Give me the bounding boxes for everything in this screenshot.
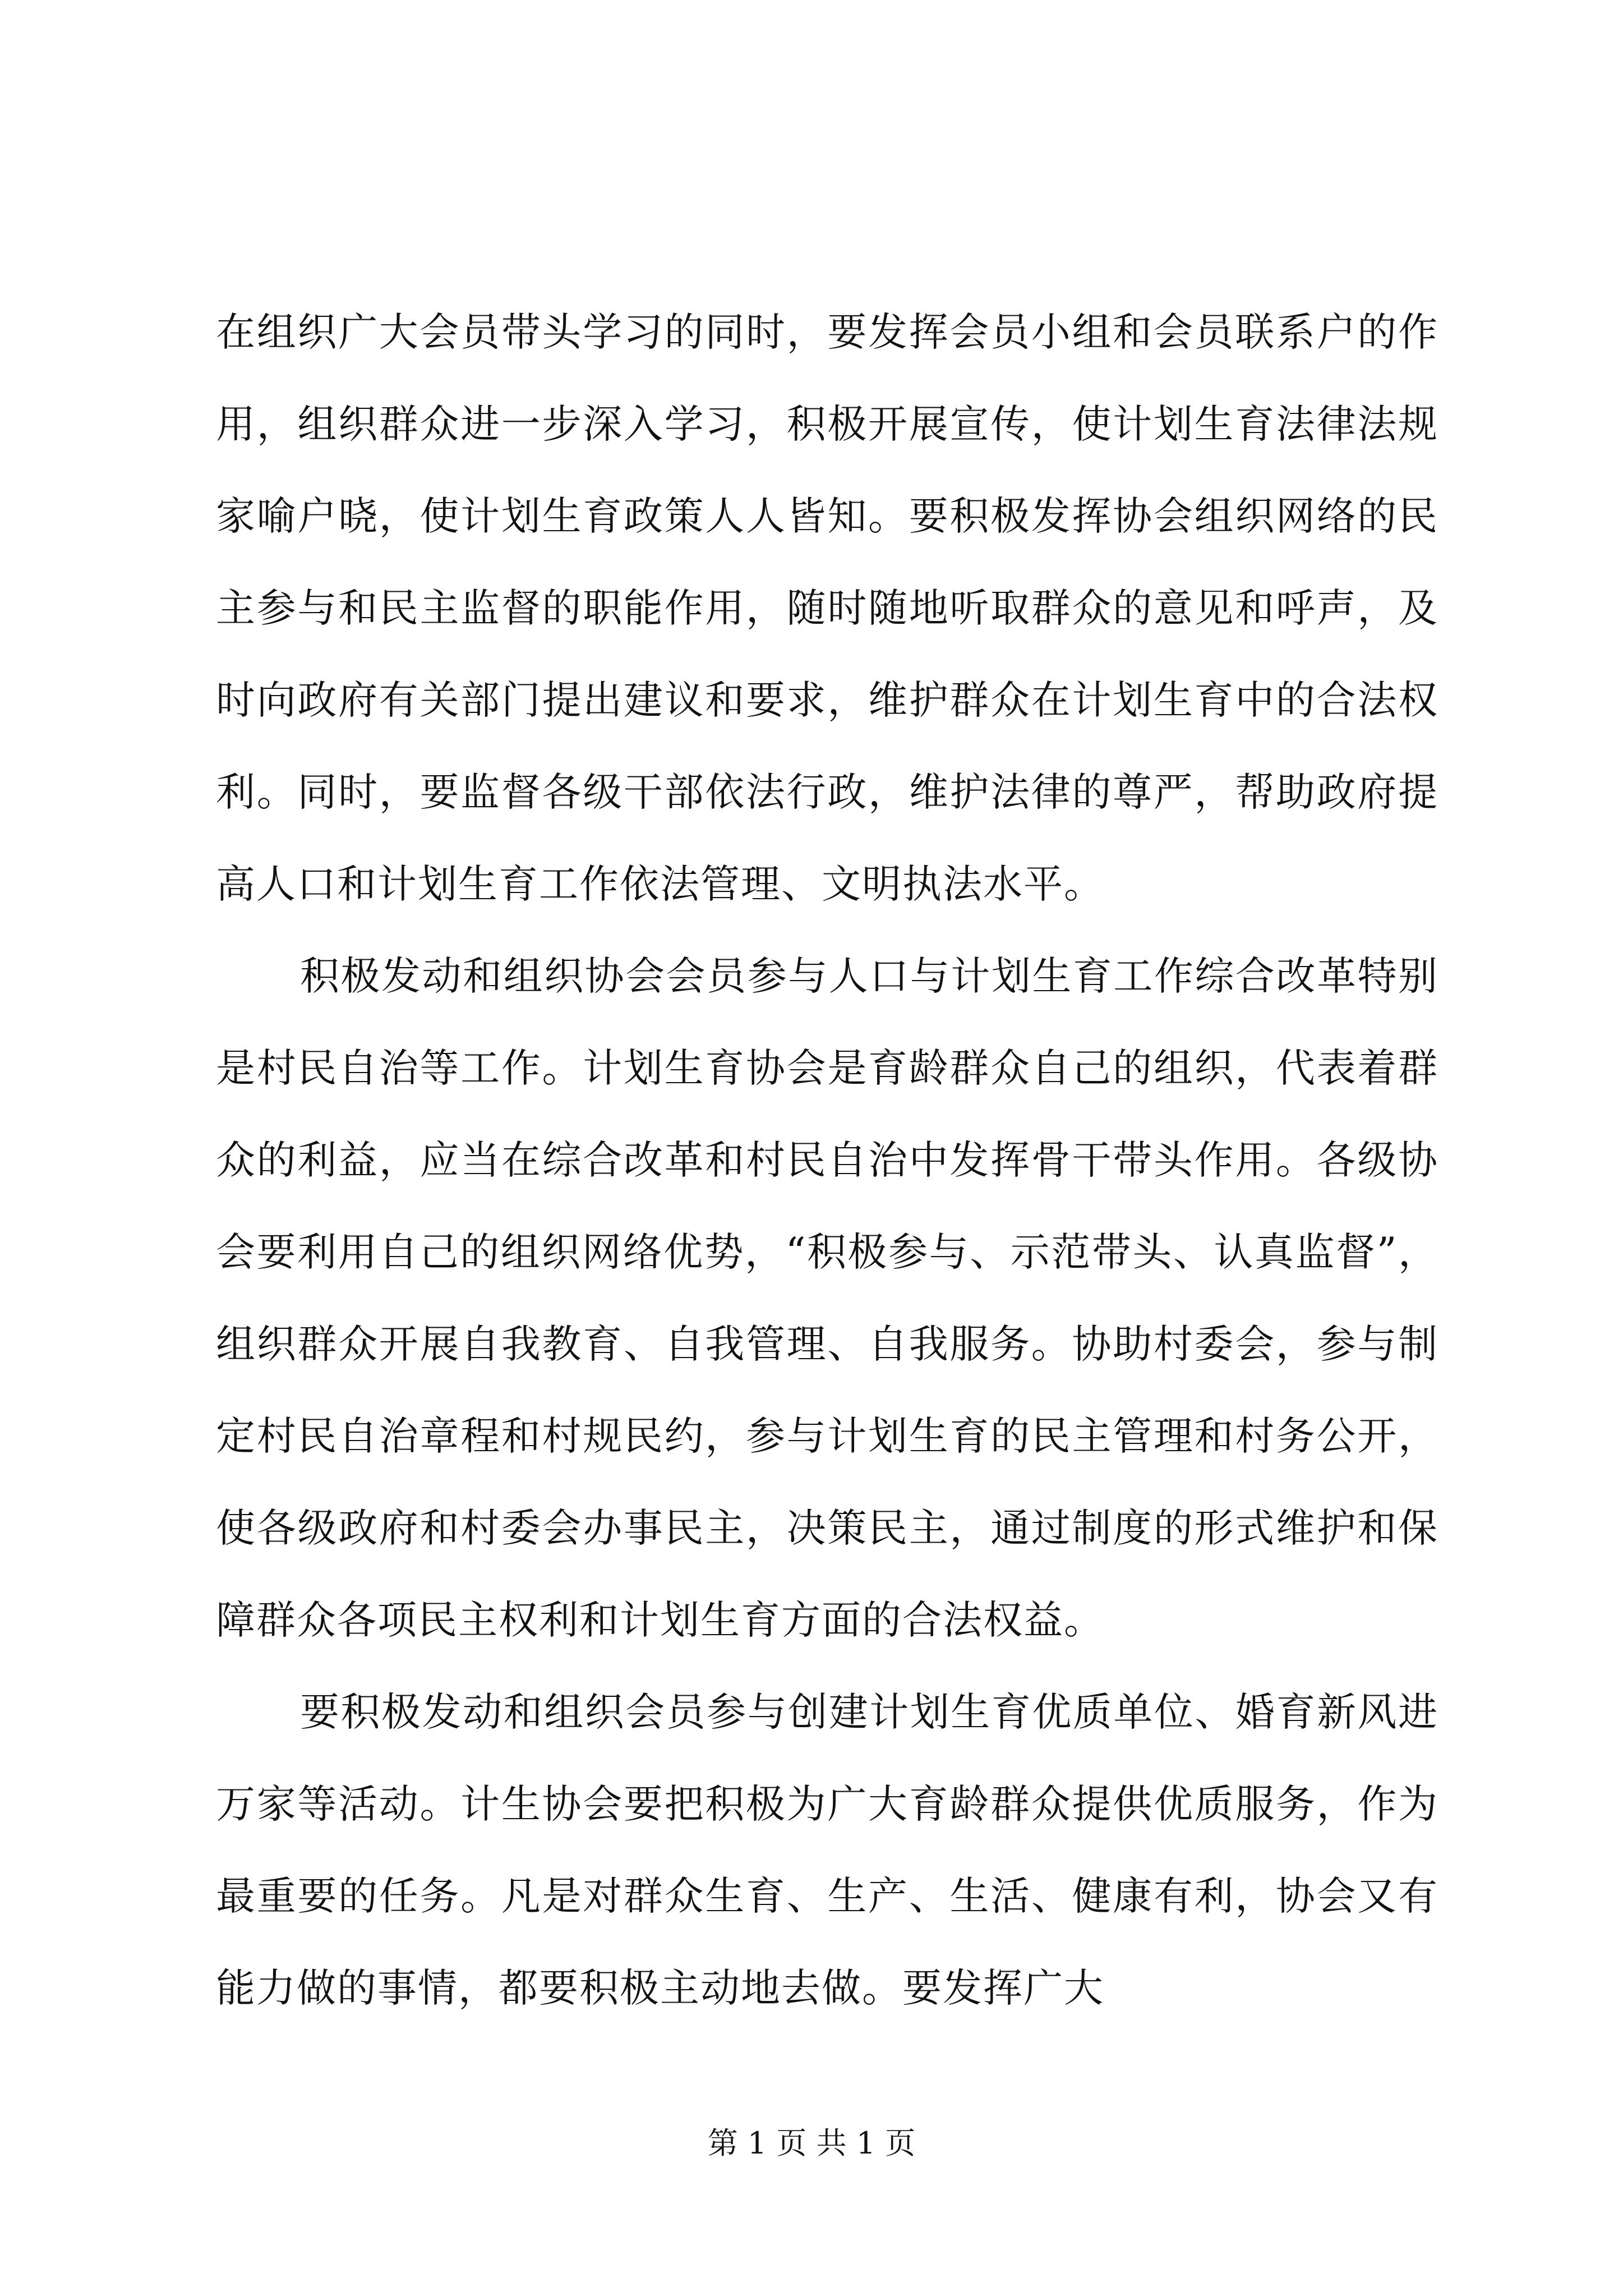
page-footer: 第 1 页 共 1 页 <box>707 2125 916 2161</box>
paragraph-2: 积极发动和组织协会会员参与人口与计划生育工作综合改革特别是村民自治等工作。计划生育协会是育龄群众自己的组织，代表着群众的利益，应当在综合改革和村民自治中发挥骨干带头作用。各级协会要利用自己的组织网络优势，“积极参与、示范带头、认真监督”，组织群众开展自我教育、自我管理、自我服务。协助村委会，参与制定村民自治章程和村规民约，参与计划生育的民主管理和村务公开，使各级政府和村委会办事民主，决策民主，通过制度的形式维护和保障群众各项民主权利和计划生育方面的合法权益。 <box>216 953 1438 1643</box>
document-body <box>216 286 1438 2034</box>
paragraph-3: 要积极发动和组织会员参与创建计划生育优质单位、婚育新风进万家等活动。计生协会要把积极为广大育龄群众提供优质服务，作为最重要的任务。凡是对群众生育、生产、生活、健康有利，协会又有能力做的事情，都要积极主动地去做。要发挥广大 <box>216 1689 1438 2011</box>
paragraph-1: 在组织广大会员带头学习的同时，要发挥会员小组和会员联系户的作用，组织群众进一步深入学习，积极开展宣传，使计划生育法律法规家喻户晓，使计划生育政策人人皆知。要积极发挥协会组织网络的民主参与和民主监督的职能作用，随时随地听取群众的意见和呼声，及时向政府有关部门提出建议和要求，维护群众在计划生育中的合法权利。同时，要监督各级干部依法行政，维护法律的尊严，帮助政府提高人口和计划生育工作依法管理、文明执法水平。 <box>216 309 1438 907</box>
